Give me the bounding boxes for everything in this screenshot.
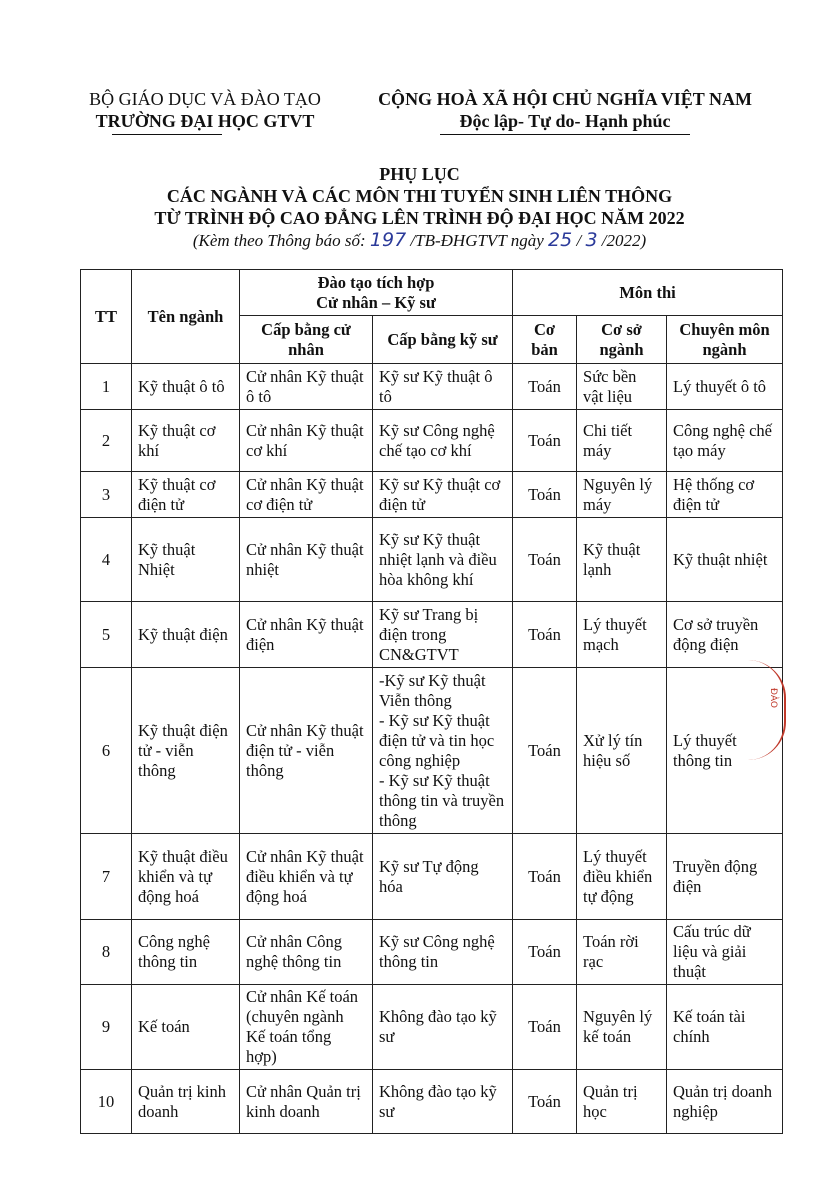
header-integrated-training: Đào tạo tích hợp Cử nhân – Kỹ sư — [240, 270, 513, 316]
basic-subject: Toán — [513, 410, 577, 472]
basic-subject: Toán — [513, 364, 577, 410]
basic-subject: Toán — [513, 518, 577, 602]
note-suffix: /2022) — [597, 231, 647, 250]
row-number: 10 — [81, 1070, 132, 1134]
specialization-subject: Cơ sở truyền động điện — [667, 602, 783, 668]
bachelor-degree: Cử nhân Quản trị kinh doanh — [240, 1070, 373, 1134]
issuer-block — [60, 88, 350, 132]
ministry-name: BỘ GIÁO DỤC VÀ ĐÀO TẠO — [89, 89, 321, 109]
table-row — [81, 410, 783, 472]
handwritten-day: 25 — [548, 229, 573, 251]
table-row — [81, 518, 783, 602]
header-tt: TT — [81, 270, 132, 364]
table-row — [81, 472, 783, 518]
bachelor-degree: Cử nhân Kỹ thuật cơ khí — [240, 410, 373, 472]
major-name: Kỹ thuật điện — [132, 602, 240, 668]
header-major: Tên ngành — [132, 270, 240, 364]
table-row — [81, 834, 783, 920]
foundation-subject: Nguyên lý máy — [577, 472, 667, 518]
table-row — [81, 1070, 783, 1134]
bachelor-degree: Cử nhân Kế toán (chuyên ngành Kế toán tổng hợp) — [240, 985, 373, 1070]
foundation-subject: Nguyên lý kế toán — [577, 985, 667, 1070]
major-name: Kỹ thuật điều khiển và tự động hoá — [132, 834, 240, 920]
foundation-subject: Toán rời rạc — [577, 920, 667, 985]
attachment-note — [0, 229, 839, 252]
country-name: CỘNG HOÀ XÃ HỘI CHỦ NGHĨA VIỆT NAM — [378, 89, 752, 109]
basic-subject: Toán — [513, 834, 577, 920]
engineer-degree: Kỹ sư Công nghệ chế tạo cơ khí — [373, 410, 513, 472]
note-prefix: (Kèm theo Thông báo số: — [192, 231, 370, 250]
specialization-subject: Công nghệ chế tạo máy — [667, 410, 783, 472]
engineer-degree: Kỹ sư Tự động hóa — [373, 834, 513, 920]
foundation-subject: Sức bền vật liệu — [577, 364, 667, 410]
basic-subject: Toán — [513, 472, 577, 518]
bachelor-degree: Cử nhân Kỹ thuật cơ điện tử — [240, 472, 373, 518]
majors-table — [80, 269, 783, 1134]
bachelor-degree: Cử nhân Kỹ thuật điện — [240, 602, 373, 668]
basic-subject: Toán — [513, 920, 577, 985]
foundation-subject: Xử lý tín hiệu số — [577, 668, 667, 834]
bachelor-degree: Cử nhân Kỹ thuật điện tử - viễn thông — [240, 668, 373, 834]
table-row — [81, 985, 783, 1070]
basic-subject: Toán — [513, 668, 577, 834]
row-number: 3 — [81, 472, 132, 518]
header-engineer-degree: Cấp bằng kỹ sư — [373, 316, 513, 364]
engineer-degree: Kỹ sư Công nghệ thông tin — [373, 920, 513, 985]
title-line-3: TỪ TRÌNH ĐỘ CAO ĐẲNG LÊN TRÌNH ĐỘ ĐẠI HỌC NĂM 2022 — [154, 208, 685, 228]
engineer-degree: Không đào tạo kỹ sư — [373, 985, 513, 1070]
major-name: Kế toán — [132, 985, 240, 1070]
handwritten-month: 3 — [585, 229, 598, 251]
row-number: 2 — [81, 410, 132, 472]
table-row — [81, 364, 783, 410]
row-number: 4 — [81, 518, 132, 602]
major-name: Kỹ thuật điện tử - viễn thông — [132, 668, 240, 834]
title-line-1: PHỤ LỤC — [379, 164, 460, 184]
row-number: 7 — [81, 834, 132, 920]
specialization-subject: Truyền động điện — [667, 834, 783, 920]
header-specialization: Chuyên môn ngành — [667, 316, 783, 364]
engineer-degree: Kỹ sư Kỹ thuật ô tô — [373, 364, 513, 410]
issuer-underline — [112, 134, 222, 135]
note-sep: / — [572, 231, 586, 250]
engineer-degree: Không đào tạo kỹ sư — [373, 1070, 513, 1134]
major-name: Công nghệ thông tin — [132, 920, 240, 985]
foundation-subject: Chi tiết máy — [577, 410, 667, 472]
major-name: Kỹ thuật cơ điện tử — [132, 472, 240, 518]
specialization-subject: Kế toán tài chính — [667, 985, 783, 1070]
handwritten-number: 197 — [369, 229, 407, 251]
engineer-degree: Kỹ sư Trang bị điện trong CN&GTVT — [373, 602, 513, 668]
major-name: Kỹ thuật cơ khí — [132, 410, 240, 472]
header-basic: Cơ bản — [513, 316, 577, 364]
row-number: 6 — [81, 668, 132, 834]
header-exam-subjects: Môn thi — [513, 270, 783, 316]
national-motto: Độc lập- Tự do- Hạnh phúc — [459, 111, 671, 131]
national-heading — [352, 88, 778, 132]
seal-text: ĐÀO — [768, 688, 778, 708]
note-mid: /TB-ĐHGTVT ngày — [406, 231, 549, 250]
major-name: Kỹ thuật ô tô — [132, 364, 240, 410]
bachelor-degree: Cử nhân Công nghệ thông tin — [240, 920, 373, 985]
major-name: Quản trị kinh doanh — [132, 1070, 240, 1134]
table-row — [81, 920, 783, 985]
foundation-subject: Lý thuyết điều khiển tự động — [577, 834, 667, 920]
title-line-2: CÁC NGÀNH VÀ CÁC MÔN THI TUYỂN SINH LIÊN THÔNG — [166, 186, 673, 206]
header-foundation: Cơ sở ngành — [577, 316, 667, 364]
basic-subject: Toán — [513, 985, 577, 1070]
foundation-subject: Quản trị học — [577, 1070, 667, 1134]
university-name: TRƯỜNG ĐẠI HỌC GTVT — [95, 111, 315, 131]
bachelor-degree: Cử nhân Kỹ thuật điều khiển và tự động hoá — [240, 834, 373, 920]
engineer-degree: -Kỹ sư Kỹ thuật Viễn thông - Kỹ sư Kỹ thuật điện tử và tin học công nghiệp - Kỹ sư Kỹ thuật thông tin và truyền thông — [373, 668, 513, 834]
specialization-subject: Kỹ thuật nhiệt — [667, 518, 783, 602]
specialization-subject: Lý thuyết ô tô — [667, 364, 783, 410]
engineer-degree: Kỹ sư Kỹ thuật cơ điện tử — [373, 472, 513, 518]
basic-subject: Toán — [513, 602, 577, 668]
engineer-degree: Kỹ sư Kỹ thuật nhiệt lạnh và điều hòa không khí — [373, 518, 513, 602]
row-number: 9 — [81, 985, 132, 1070]
motto-underline — [440, 134, 690, 135]
specialization-subject: Lý thuyết thông tin — [667, 668, 783, 834]
header-bachelor-degree: Cấp bằng cử nhân — [240, 316, 373, 364]
bachelor-degree: Cử nhân Kỹ thuật nhiệt — [240, 518, 373, 602]
row-number: 8 — [81, 920, 132, 985]
major-name: Kỹ thuật Nhiệt — [132, 518, 240, 602]
foundation-subject: Lý thuyết mạch — [577, 602, 667, 668]
document-title — [0, 163, 839, 229]
specialization-subject: Hệ thống cơ điện tử — [667, 472, 783, 518]
bachelor-degree: Cử nhân Kỹ thuật ô tô — [240, 364, 373, 410]
specialization-subject: Cấu trúc dữ liệu và giải thuật — [667, 920, 783, 985]
basic-subject: Toán — [513, 1070, 577, 1134]
specialization-subject: Quản trị doanh nghiệp — [667, 1070, 783, 1134]
table-row — [81, 668, 783, 834]
table-row — [81, 602, 783, 668]
row-number: 1 — [81, 364, 132, 410]
foundation-subject: Kỹ thuật lạnh — [577, 518, 667, 602]
row-number: 5 — [81, 602, 132, 668]
